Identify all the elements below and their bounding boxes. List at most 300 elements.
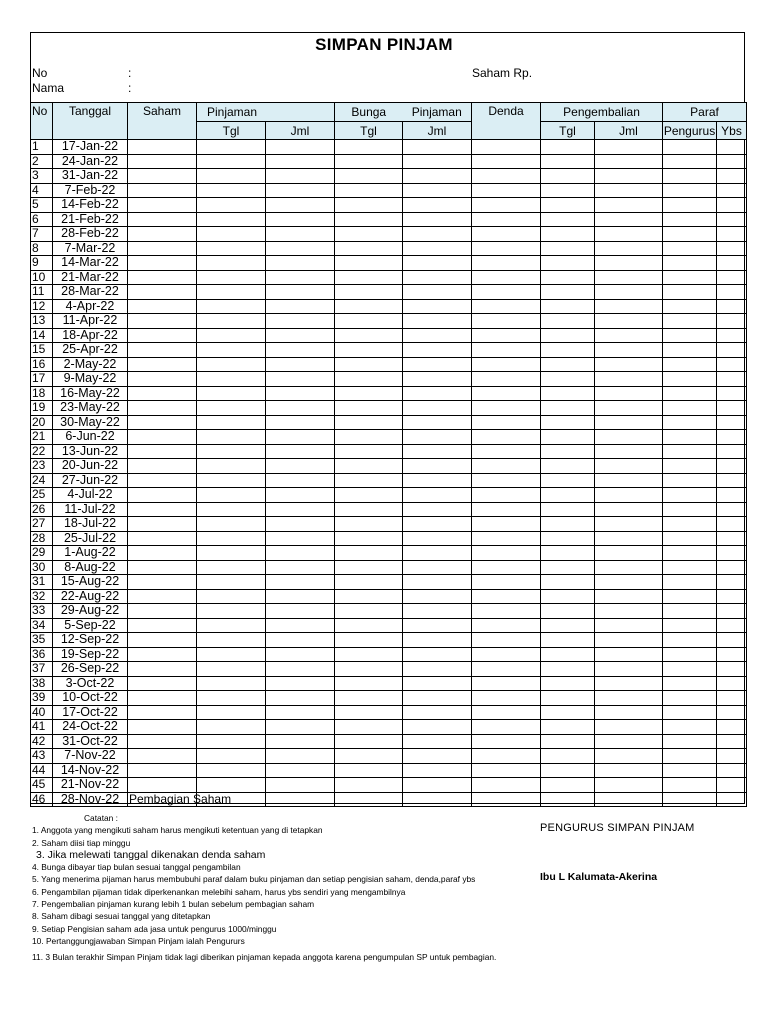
entry-cell[interactable] (335, 517, 403, 532)
entry-cell[interactable] (541, 314, 595, 329)
entry-cell[interactable] (717, 589, 747, 604)
entry-cell[interactable] (128, 357, 197, 372)
entry-cell[interactable] (541, 531, 595, 546)
entry-cell[interactable] (128, 488, 197, 503)
entry-cell[interactable] (335, 604, 403, 619)
entry-cell[interactable] (595, 401, 663, 416)
entry-cell[interactable] (717, 169, 747, 184)
entry-cell[interactable] (403, 343, 472, 358)
entry-cell[interactable] (403, 198, 472, 213)
entry-cell[interactable] (595, 691, 663, 706)
entry-cell[interactable] (128, 314, 197, 329)
entry-cell[interactable] (403, 676, 472, 691)
entry-cell[interactable] (335, 763, 403, 778)
entry-cell[interactable] (335, 531, 403, 546)
entry-cell[interactable] (717, 459, 747, 474)
entry-cell[interactable] (335, 705, 403, 720)
entry-cell[interactable] (266, 531, 335, 546)
entry-cell[interactable] (403, 256, 472, 271)
entry-cell[interactable] (403, 473, 472, 488)
entry-cell[interactable] (472, 154, 541, 169)
entry-cell[interactable] (266, 430, 335, 445)
entry-cell[interactable] (541, 502, 595, 517)
entry-cell[interactable] (197, 633, 266, 648)
entry-cell[interactable] (541, 241, 595, 256)
entry-cell[interactable] (266, 705, 335, 720)
entry-cell[interactable] (663, 517, 717, 532)
entry-cell[interactable] (663, 618, 717, 633)
entry-cell[interactable] (595, 444, 663, 459)
entry-cell[interactable] (595, 256, 663, 271)
entry-cell[interactable] (717, 140, 747, 155)
entry-cell[interactable] (717, 328, 747, 343)
entry-cell[interactable] (266, 488, 335, 503)
entry-cell[interactable] (595, 430, 663, 445)
entry-cell[interactable] (197, 357, 266, 372)
entry-cell[interactable] (595, 459, 663, 474)
entry-cell[interactable] (197, 618, 266, 633)
entry-cell[interactable] (717, 270, 747, 285)
entry-cell[interactable] (717, 502, 747, 517)
entry-cell[interactable] (595, 241, 663, 256)
entry-cell[interactable] (717, 749, 747, 764)
entry-cell[interactable] (403, 154, 472, 169)
entry-cell[interactable] (663, 705, 717, 720)
entry-cell[interactable] (663, 749, 717, 764)
entry-cell[interactable] (595, 546, 663, 561)
entry-cell[interactable] (266, 212, 335, 227)
entry-cell[interactable] (335, 720, 403, 735)
entry-cell[interactable] (541, 256, 595, 271)
entry-cell[interactable] (335, 691, 403, 706)
entry-cell[interactable] (197, 459, 266, 474)
entry-cell[interactable] (197, 778, 266, 793)
entry-cell[interactable] (663, 140, 717, 155)
entry-cell[interactable] (266, 589, 335, 604)
entry-cell[interactable] (335, 575, 403, 590)
entry-cell[interactable] (197, 662, 266, 677)
entry-cell[interactable] (717, 198, 747, 213)
entry-cell[interactable] (403, 212, 472, 227)
entry-cell[interactable] (595, 662, 663, 677)
entry-cell[interactable] (403, 546, 472, 561)
entry-cell[interactable] (541, 212, 595, 227)
entry-cell[interactable] (472, 604, 541, 619)
entry-cell[interactable] (541, 270, 595, 285)
entry-cell[interactable] (717, 488, 747, 503)
entry-cell[interactable] (541, 691, 595, 706)
entry-cell[interactable] (197, 256, 266, 271)
entry-cell[interactable] (128, 444, 197, 459)
entry-cell[interactable] (197, 227, 266, 242)
entry-cell[interactable] (403, 517, 472, 532)
entry-cell[interactable] (403, 531, 472, 546)
entry-cell[interactable] (128, 662, 197, 677)
entry-cell[interactable] (403, 749, 472, 764)
entry-cell[interactable] (266, 502, 335, 517)
entry-cell[interactable] (717, 575, 747, 590)
entry-cell[interactable] (403, 285, 472, 300)
entry-cell[interactable] (335, 676, 403, 691)
entry-cell[interactable] (472, 328, 541, 343)
entry-cell[interactable] (335, 241, 403, 256)
entry-cell[interactable] (128, 140, 197, 155)
entry-cell[interactable] (335, 734, 403, 749)
entry-cell[interactable] (403, 328, 472, 343)
entry-cell[interactable] (717, 546, 747, 561)
entry-cell[interactable] (266, 662, 335, 677)
entry-cell[interactable] (335, 212, 403, 227)
entry-cell[interactable] (128, 791, 232, 807)
entry-cell[interactable] (472, 633, 541, 648)
entry-cell[interactable] (266, 546, 335, 561)
entry-cell[interactable] (663, 415, 717, 430)
entry-cell[interactable] (717, 444, 747, 459)
entry-cell[interactable] (472, 749, 541, 764)
entry-cell[interactable] (663, 488, 717, 503)
entry-cell[interactable] (472, 198, 541, 213)
entry-cell[interactable] (663, 575, 717, 590)
entry-cell[interactable] (335, 401, 403, 416)
entry-cell[interactable] (128, 285, 197, 300)
entry-cell[interactable] (266, 372, 335, 387)
entry-cell[interactable] (717, 604, 747, 619)
entry-cell[interactable] (128, 720, 197, 735)
entry-cell[interactable] (717, 734, 747, 749)
entry-cell[interactable] (472, 778, 541, 793)
entry-cell[interactable] (403, 401, 472, 416)
entry-cell[interactable] (403, 488, 472, 503)
entry-cell[interactable] (663, 256, 717, 271)
entry-cell[interactable] (197, 415, 266, 430)
entry-cell[interactable] (197, 647, 266, 662)
entry-cell[interactable] (472, 299, 541, 314)
entry-cell[interactable] (197, 763, 266, 778)
entry-cell[interactable] (197, 140, 266, 155)
entry-cell[interactable] (541, 749, 595, 764)
entry-cell[interactable] (472, 792, 541, 807)
entry-cell[interactable] (335, 256, 403, 271)
entry-cell[interactable] (472, 314, 541, 329)
entry-cell[interactable] (663, 183, 717, 198)
entry-cell[interactable] (128, 430, 197, 445)
entry-cell[interactable] (197, 604, 266, 619)
entry-cell[interactable] (472, 676, 541, 691)
entry-cell[interactable] (595, 705, 663, 720)
entry-cell[interactable] (266, 256, 335, 271)
entry-cell[interactable] (595, 357, 663, 372)
entry-cell[interactable] (541, 705, 595, 720)
entry-cell[interactable] (197, 517, 266, 532)
entry-cell[interactable] (403, 763, 472, 778)
entry-cell[interactable] (197, 241, 266, 256)
entry-cell[interactable] (403, 299, 472, 314)
entry-cell[interactable] (403, 662, 472, 677)
entry-cell[interactable] (266, 734, 335, 749)
entry-cell[interactable] (472, 241, 541, 256)
entry-cell[interactable] (595, 328, 663, 343)
entry-cell[interactable] (472, 517, 541, 532)
entry-cell[interactable] (595, 676, 663, 691)
entry-cell[interactable] (266, 140, 335, 155)
entry-cell[interactable] (128, 212, 197, 227)
entry-cell[interactable] (717, 154, 747, 169)
entry-cell[interactable] (403, 140, 472, 155)
entry-cell[interactable] (595, 343, 663, 358)
entry-cell[interactable] (663, 241, 717, 256)
entry-cell[interactable] (335, 357, 403, 372)
entry-cell[interactable] (335, 778, 403, 793)
entry-cell[interactable] (403, 241, 472, 256)
entry-cell[interactable] (266, 691, 335, 706)
entry-cell[interactable] (472, 444, 541, 459)
entry-cell[interactable] (595, 647, 663, 662)
entry-cell[interactable] (128, 401, 197, 416)
entry-cell[interactable] (717, 256, 747, 271)
entry-cell[interactable] (595, 372, 663, 387)
entry-cell[interactable] (403, 734, 472, 749)
entry-cell[interactable] (472, 169, 541, 184)
entry-cell[interactable] (403, 183, 472, 198)
entry-cell[interactable] (403, 633, 472, 648)
entry-cell[interactable] (595, 212, 663, 227)
entry-cell[interactable] (717, 720, 747, 735)
entry-cell[interactable] (197, 720, 266, 735)
entry-cell[interactable] (197, 386, 266, 401)
entry-cell[interactable] (595, 154, 663, 169)
entry-cell[interactable] (197, 734, 266, 749)
entry-cell[interactable] (717, 183, 747, 198)
entry-cell[interactable] (335, 343, 403, 358)
entry-cell[interactable] (541, 575, 595, 590)
entry-cell[interactable] (472, 183, 541, 198)
entry-cell[interactable] (266, 357, 335, 372)
entry-cell[interactable] (663, 763, 717, 778)
entry-cell[interactable] (197, 589, 266, 604)
entry-cell[interactable] (595, 227, 663, 242)
entry-cell[interactable] (472, 256, 541, 271)
entry-cell[interactable] (197, 705, 266, 720)
entry-cell[interactable] (717, 792, 747, 807)
entry-cell[interactable] (128, 415, 197, 430)
entry-cell[interactable] (128, 734, 197, 749)
entry-cell[interactable] (595, 763, 663, 778)
entry-cell[interactable] (266, 299, 335, 314)
entry-cell[interactable] (663, 444, 717, 459)
entry-cell[interactable] (403, 604, 472, 619)
entry-cell[interactable] (266, 473, 335, 488)
entry-cell[interactable] (541, 488, 595, 503)
entry-cell[interactable] (595, 589, 663, 604)
entry-cell[interactable] (266, 676, 335, 691)
entry-cell[interactable] (335, 459, 403, 474)
entry-cell[interactable] (266, 154, 335, 169)
entry-cell[interactable] (717, 227, 747, 242)
entry-cell[interactable] (541, 763, 595, 778)
entry-cell[interactable] (266, 444, 335, 459)
entry-cell[interactable] (663, 430, 717, 445)
entry-cell[interactable] (128, 169, 197, 184)
entry-cell[interactable] (403, 575, 472, 590)
entry-cell[interactable] (717, 763, 747, 778)
entry-cell[interactable] (266, 792, 335, 807)
entry-cell[interactable] (335, 198, 403, 213)
entry-cell[interactable] (335, 169, 403, 184)
entry-cell[interactable] (541, 386, 595, 401)
entry-cell[interactable] (541, 154, 595, 169)
entry-cell[interactable] (541, 328, 595, 343)
entry-cell[interactable] (128, 676, 197, 691)
entry-cell[interactable] (197, 488, 266, 503)
entry-cell[interactable] (472, 763, 541, 778)
entry-cell[interactable] (197, 154, 266, 169)
entry-cell[interactable] (472, 270, 541, 285)
entry-cell[interactable] (472, 531, 541, 546)
entry-cell[interactable] (128, 633, 197, 648)
entry-cell[interactable] (128, 386, 197, 401)
entry-cell[interactable] (717, 560, 747, 575)
entry-cell[interactable] (197, 575, 266, 590)
entry-cell[interactable] (266, 517, 335, 532)
entry-cell[interactable] (335, 415, 403, 430)
entry-cell[interactable] (541, 734, 595, 749)
entry-cell[interactable] (717, 647, 747, 662)
entry-cell[interactable] (403, 415, 472, 430)
entry-cell[interactable] (128, 560, 197, 575)
entry-cell[interactable] (403, 778, 472, 793)
entry-cell[interactable] (197, 212, 266, 227)
entry-cell[interactable] (541, 589, 595, 604)
entry-cell[interactable] (335, 183, 403, 198)
entry-cell[interactable] (335, 792, 403, 807)
entry-cell[interactable] (335, 430, 403, 445)
entry-cell[interactable] (663, 531, 717, 546)
entry-cell[interactable] (472, 372, 541, 387)
entry-cell[interactable] (541, 720, 595, 735)
entry-cell[interactable] (403, 560, 472, 575)
entry-cell[interactable] (472, 401, 541, 416)
entry-cell[interactable] (663, 662, 717, 677)
entry-cell[interactable] (197, 531, 266, 546)
entry-cell[interactable] (128, 531, 197, 546)
entry-cell[interactable] (403, 691, 472, 706)
entry-cell[interactable] (663, 270, 717, 285)
entry-cell[interactable] (403, 314, 472, 329)
entry-cell[interactable] (541, 633, 595, 648)
entry-cell[interactable] (663, 169, 717, 184)
entry-cell[interactable] (595, 618, 663, 633)
entry-cell[interactable] (266, 314, 335, 329)
entry-cell[interactable] (128, 198, 197, 213)
entry-cell[interactable] (266, 575, 335, 590)
entry-cell[interactable] (128, 256, 197, 271)
entry-cell[interactable] (335, 473, 403, 488)
entry-cell[interactable] (197, 546, 266, 561)
entry-cell[interactable] (403, 430, 472, 445)
entry-cell[interactable] (595, 604, 663, 619)
entry-cell[interactable] (266, 763, 335, 778)
entry-cell[interactable] (717, 633, 747, 648)
entry-cell[interactable] (541, 285, 595, 300)
entry-cell[interactable] (663, 734, 717, 749)
entry-cell[interactable] (541, 618, 595, 633)
entry-cell[interactable] (717, 415, 747, 430)
entry-cell[interactable] (128, 546, 197, 561)
entry-cell[interactable] (541, 459, 595, 474)
entry-cell[interactable] (472, 575, 541, 590)
entry-cell[interactable] (128, 517, 197, 532)
entry-cell[interactable] (717, 473, 747, 488)
entry-cell[interactable] (128, 604, 197, 619)
entry-cell[interactable] (595, 749, 663, 764)
entry-cell[interactable] (663, 546, 717, 561)
entry-cell[interactable] (663, 691, 717, 706)
entry-cell[interactable] (663, 792, 717, 807)
entry-cell[interactable] (335, 140, 403, 155)
entry-cell[interactable] (595, 386, 663, 401)
entry-cell[interactable] (472, 473, 541, 488)
entry-cell[interactable] (197, 285, 266, 300)
entry-cell[interactable] (541, 372, 595, 387)
entry-cell[interactable] (403, 444, 472, 459)
entry-cell[interactable] (663, 386, 717, 401)
entry-cell[interactable] (335, 618, 403, 633)
entry-cell[interactable] (541, 444, 595, 459)
entry-cell[interactable] (197, 270, 266, 285)
entry-cell[interactable] (128, 763, 197, 778)
entry-cell[interactable] (663, 314, 717, 329)
entry-cell[interactable] (595, 198, 663, 213)
entry-cell[interactable] (266, 560, 335, 575)
entry-cell[interactable] (197, 560, 266, 575)
entry-cell[interactable] (403, 270, 472, 285)
entry-cell[interactable] (472, 662, 541, 677)
entry-cell[interactable] (663, 343, 717, 358)
entry-cell[interactable] (472, 285, 541, 300)
entry-cell[interactable] (472, 647, 541, 662)
entry-cell[interactable] (541, 778, 595, 793)
entry-cell[interactable] (663, 212, 717, 227)
entry-cell[interactable] (472, 212, 541, 227)
entry-cell[interactable] (266, 328, 335, 343)
entry-cell[interactable] (266, 183, 335, 198)
entry-cell[interactable] (541, 198, 595, 213)
entry-cell[interactable] (197, 169, 266, 184)
entry-cell[interactable] (717, 386, 747, 401)
entry-cell[interactable] (717, 778, 747, 793)
entry-cell[interactable] (595, 415, 663, 430)
entry-cell[interactable] (541, 357, 595, 372)
entry-cell[interactable] (197, 183, 266, 198)
entry-cell[interactable] (335, 328, 403, 343)
entry-cell[interactable] (541, 792, 595, 807)
entry-cell[interactable] (595, 734, 663, 749)
entry-cell[interactable] (266, 198, 335, 213)
entry-cell[interactable] (663, 633, 717, 648)
entry-cell[interactable] (472, 459, 541, 474)
entry-cell[interactable] (472, 430, 541, 445)
entry-cell[interactable] (472, 691, 541, 706)
entry-cell[interactable] (197, 372, 266, 387)
entry-cell[interactable] (595, 517, 663, 532)
entry-cell[interactable] (541, 604, 595, 619)
entry-cell[interactable] (472, 140, 541, 155)
entry-cell[interactable] (663, 401, 717, 416)
entry-cell[interactable] (197, 299, 266, 314)
entry-cell[interactable] (266, 285, 335, 300)
entry-cell[interactable] (717, 691, 747, 706)
entry-cell[interactable] (266, 169, 335, 184)
